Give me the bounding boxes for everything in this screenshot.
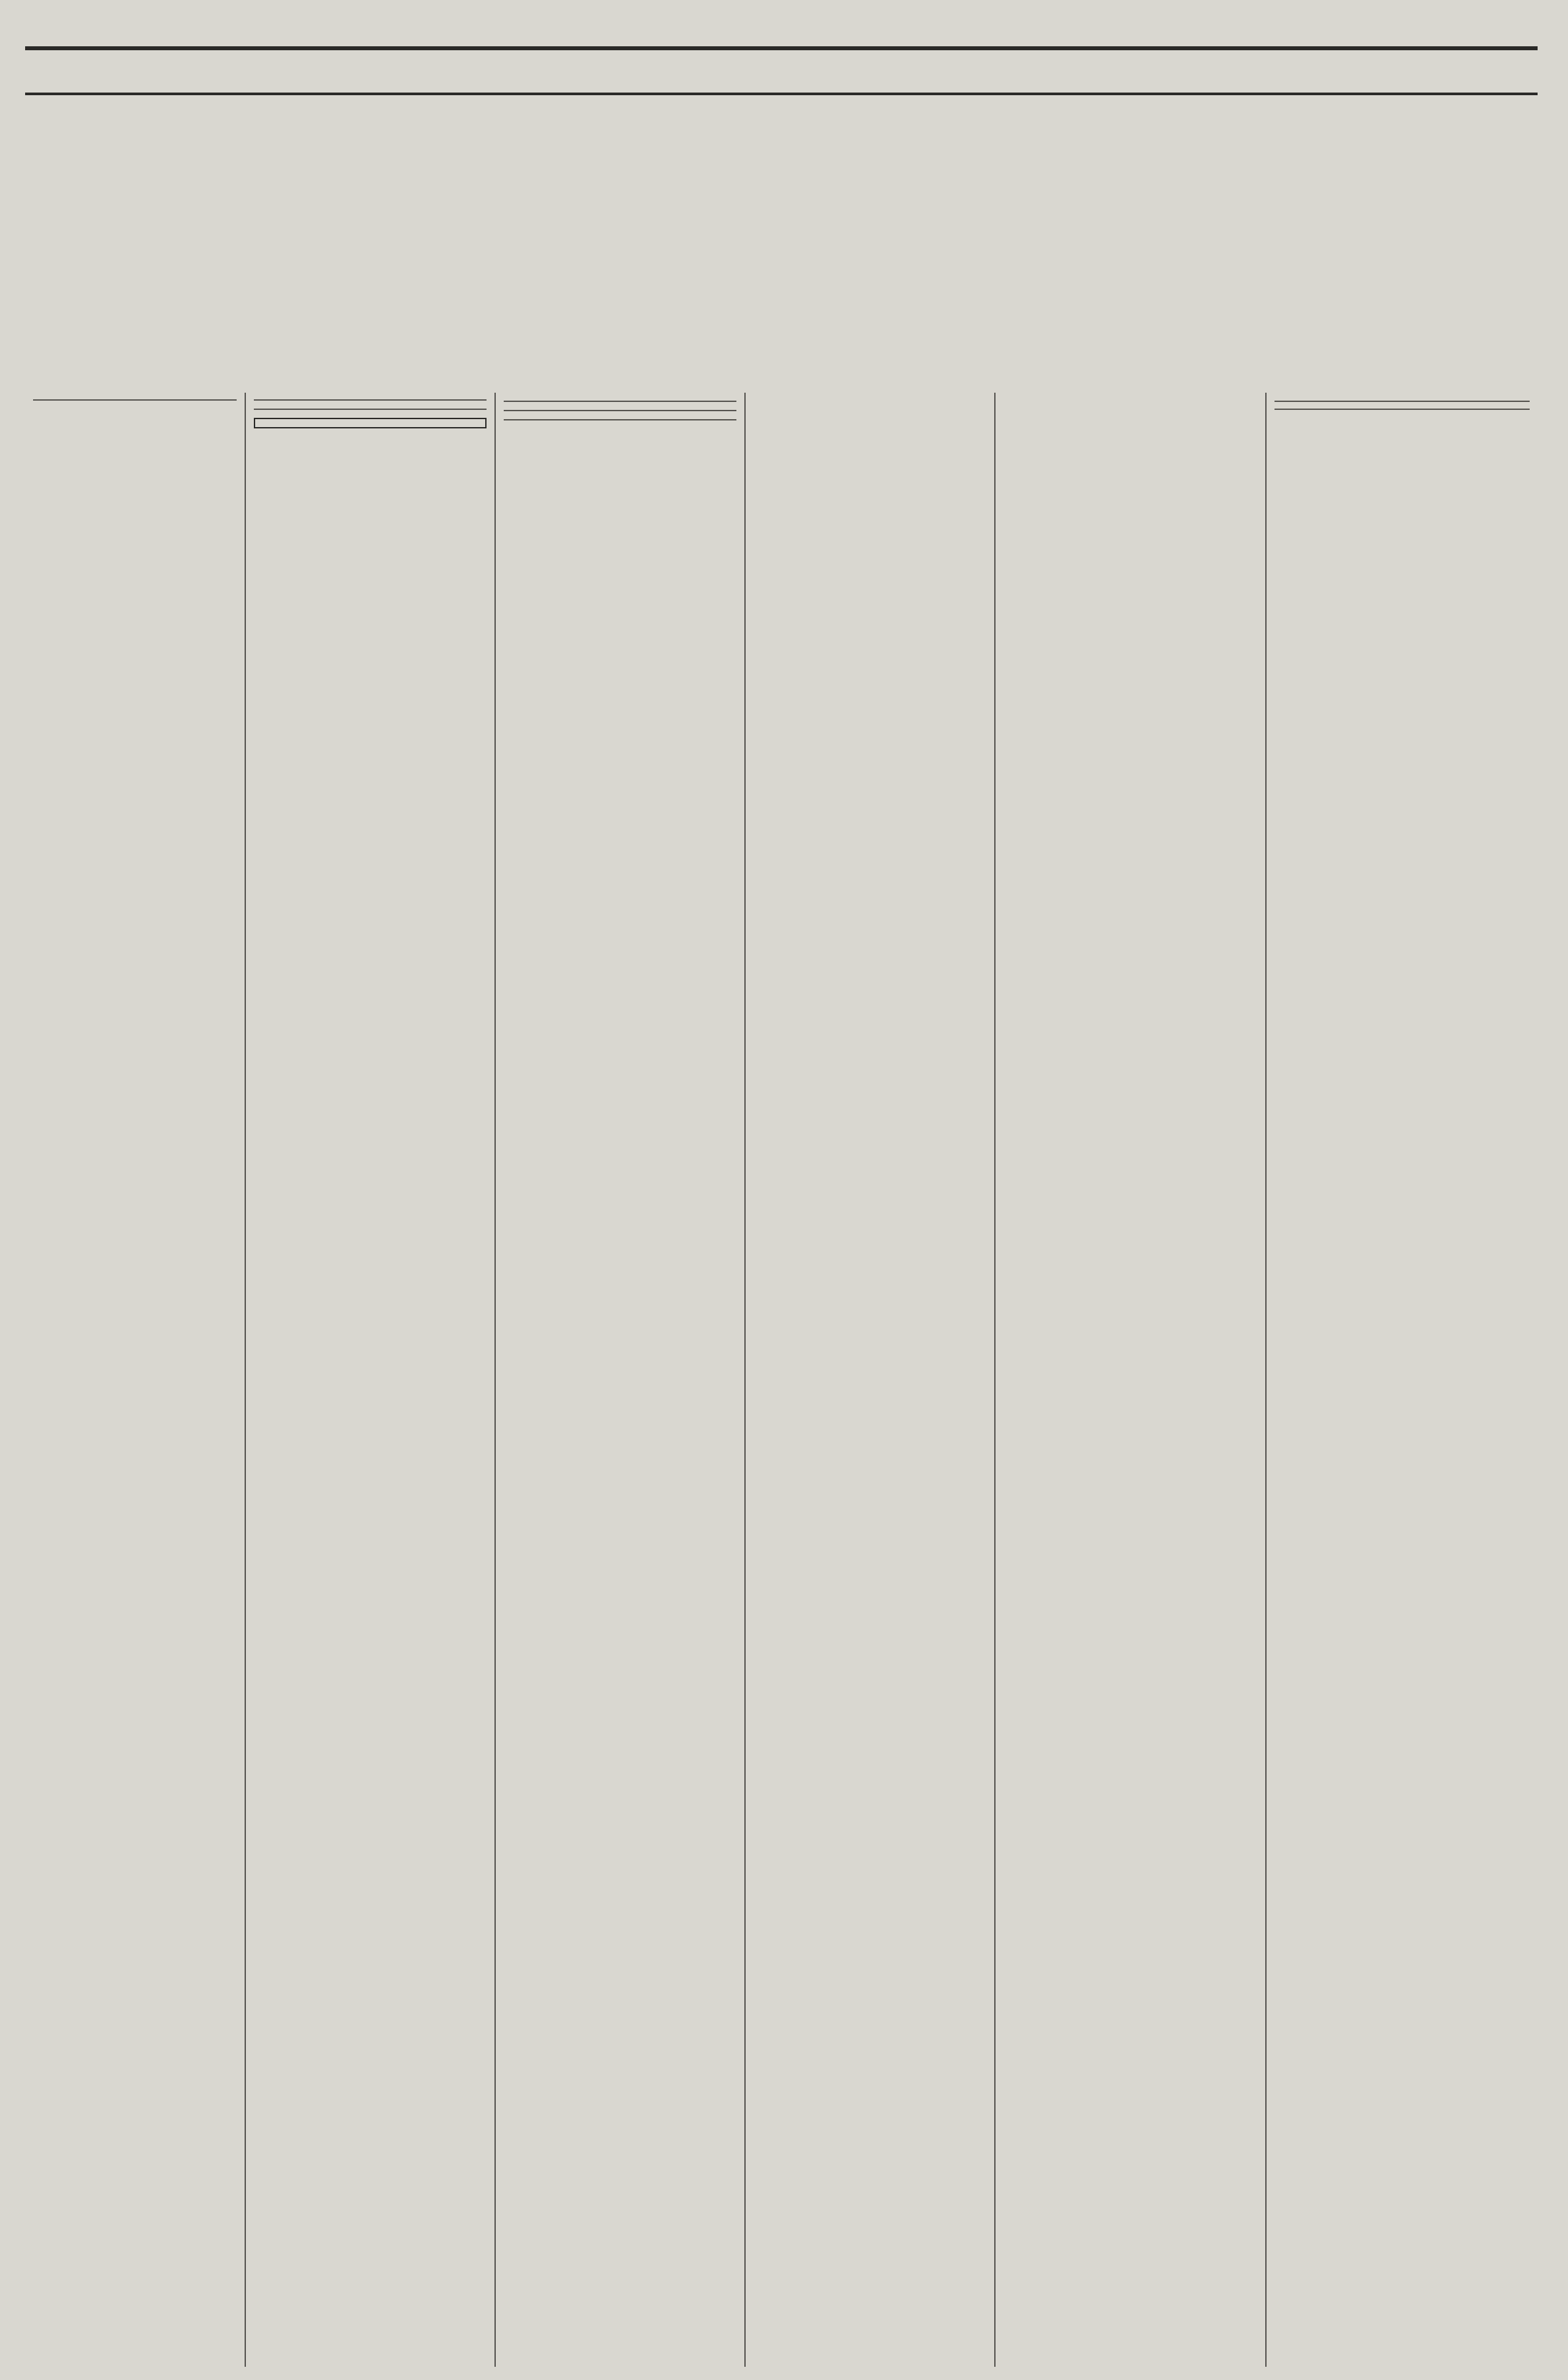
daniel-pena-ad [254,418,487,428]
column-5 [996,393,1267,2367]
divider [1274,401,1530,402]
column-3 [496,393,746,2367]
divider [504,419,736,420]
divider [33,399,237,401]
column-6 [1267,393,1538,2367]
running-header [25,26,1538,50]
paper-name [25,26,1538,42]
masthead-subtitle [25,65,1538,95]
divider [1274,409,1530,410]
divider [254,399,487,401]
column-4 [746,393,996,2367]
column-1 [25,393,246,2367]
column-2 [246,393,496,2367]
divider [254,409,487,410]
divider [504,410,736,411]
divider [504,401,736,402]
